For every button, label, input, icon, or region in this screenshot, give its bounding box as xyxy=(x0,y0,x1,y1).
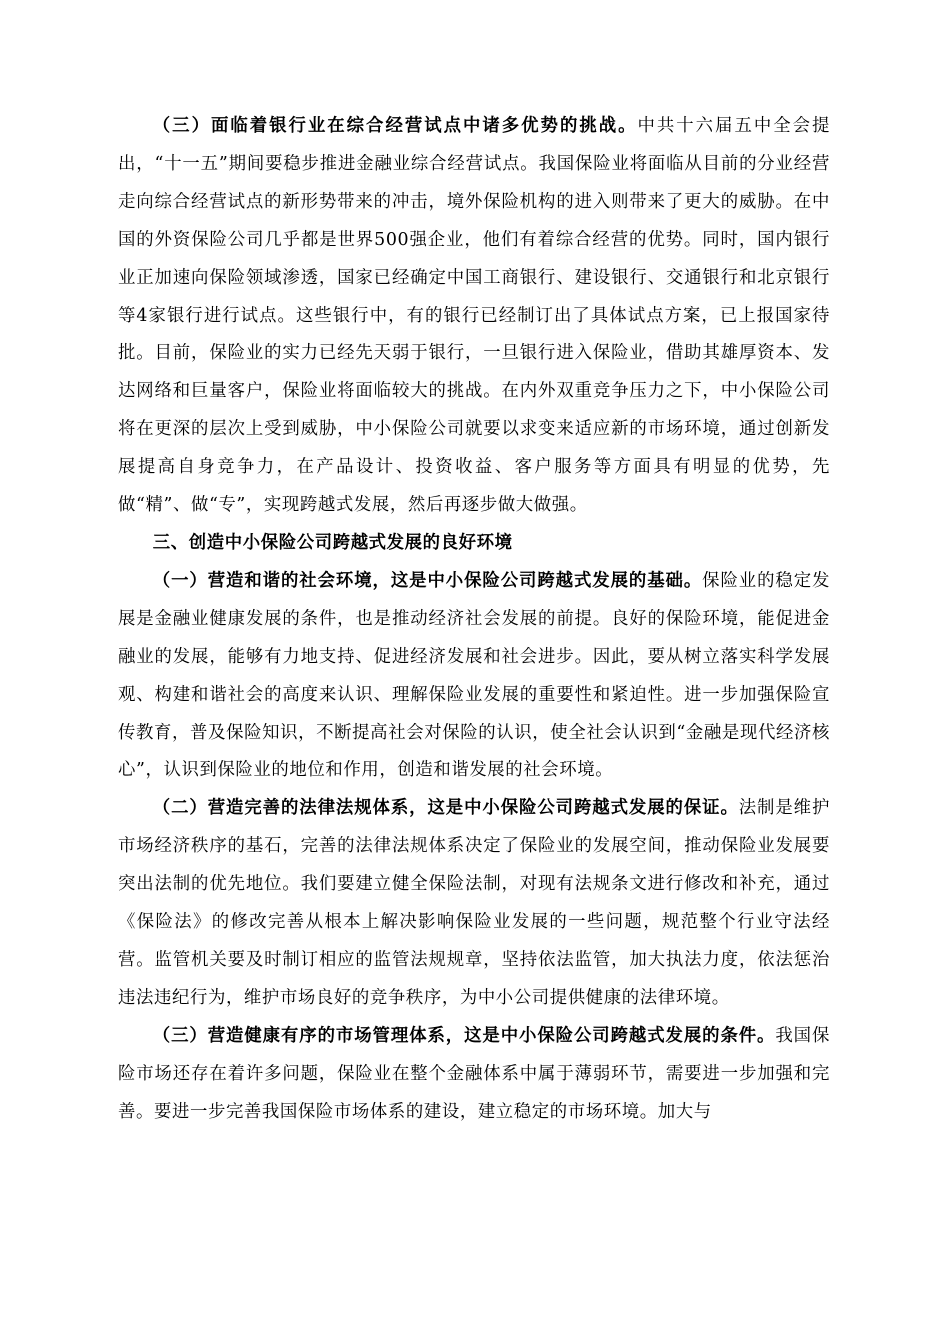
paragraph-body: 我国保险市场还存在着许多问题，保险业在整个金融体系中属于薄弱环节，需要进一步加强和完善。要进一步完善我国保险市场体系的建设，建立稳定的市场环境。加大与 xyxy=(118,1025,830,1122)
section-heading: 三、创造中小保险公司跨越式发展的良好环境 xyxy=(152,532,513,553)
paragraph-lead: （二）营造完善的法律法规体系，这是中小保险公司跨越式发展的保证。 xyxy=(152,798,739,819)
paragraph-lead: （三）营造健康有序的市场管理体系，这是中小保险公司跨越式发展的条件。 xyxy=(152,1025,776,1046)
paragraph-lead: （三）面临着银行业在综合经营试点中诸多优势的挑战。 xyxy=(152,116,638,136)
paragraph-challenge xyxy=(118,108,830,525)
paragraph-body: 中共十六届五中全会提出，“十一五”期间要稳步推进金融业综合经营试点。我国保险业将面临从目前的分业经营走向综合经营试点的新形势带来的冲击，境外保险机构的进入则带来了更大的威胁。在中国的外资保险公司几乎都是世界500强企业，他们有着综合经营的优势。同时，国内银行业正加速向保险领域渗透，国家已经确定中国工商银行、建设银行、交通银行和北京银行等4家银行进行试点。这些银行中，有的银行已经制订出了具体试点方案，已上报国家待批。目前，保险业的实力已经先天弱于银行，一旦银行进入保险业，借助其雄厚资本、发达网络和巨量客户，保险业将面临较大的挑战。在内外双重竞争压力之下，中小保险公司将在更深的层次上受到威胁，中小保险公司就要以求变来适应新的市场环境，通过创新发展提高自身竞争力，在产品设计、投资收益、客户服务等方面具有明显的优势，先做“精”、做“专”，实现跨越式发展，然后再逐步做大做强。 xyxy=(118,116,830,516)
paragraph-social-environment xyxy=(118,563,830,790)
paragraph-market-management xyxy=(118,1018,830,1132)
paragraph-lead: （一）营造和谐的社会环境，这是中小保险公司跨越式发展的基础。 xyxy=(152,570,703,591)
document-page xyxy=(118,108,830,1131)
paragraph-body: 法制是维护市场经济秩序的基石，完善的法律法规体系决定了保险业的发展空间，推动保险业发展要突出法制的优先地位。我们要建立健全保险法制，对现有法规条文进行修改和补充，通过《保险法》的修改完善从根本上解决影响保险业发展的一些问题，规范整个行业守法经营。监管机关要及时制订相应的监管法规规章，坚持依法监管，加大执法力度，依法惩治违法违纪行为，维护市场良好的竞争秩序，为中小公司提供健康的法律环境。 xyxy=(118,798,830,1008)
paragraph-legal-system xyxy=(118,790,830,1017)
paragraph-body: 保险业的稳定发展是金融业健康发展的条件，也是推动经济社会发展的前提。良好的保险环境，能促进金融业的发展，能够有力地支持、促进经济发展和社会进步。因此，要从树立落实科学发展观、构建和谐社会的高度来认识、理解保险业发展的重要性和紧迫性。进一步加强保险宣传教育，普及保险知识，不断提高社会对保险的认识，使全社会认识到“金融是现代经济核心”，认识到保险业的地位和作用，创造和谐发展的社会环境。 xyxy=(118,570,830,781)
